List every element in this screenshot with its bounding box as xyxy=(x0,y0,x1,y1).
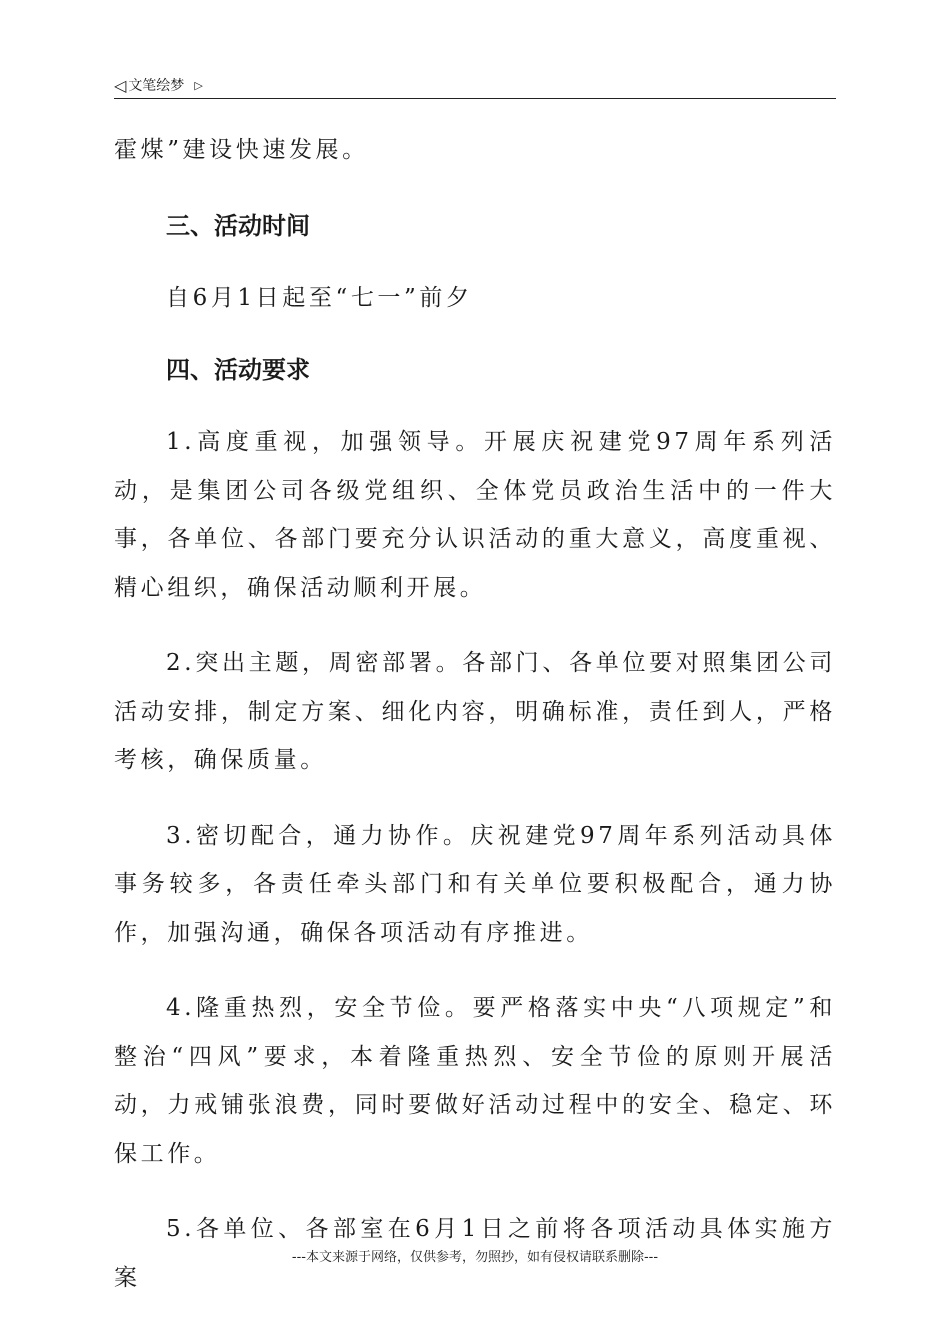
document-body xyxy=(114,126,836,1302)
triangle-right-icon: ▷ xyxy=(194,78,203,92)
page-header xyxy=(114,72,836,99)
requirement-item-1: 1.高度重视，加强领导。开展庆祝建党97周年系列活动，是集团公司各级党组织、全体党员政治生活中的一件大事，各单位、各部门要充分认识活动的重大意义，高度重视、精心组织，确保活动顺利开展。 xyxy=(114,429,836,601)
section-heading-activity-time: 三、活动时间 xyxy=(166,211,310,240)
paragraph-continuation: 霍煤”建设快速发展。 xyxy=(114,137,369,163)
requirement-item-4: 4.隆重热烈，安全节俭。要严格落实中央“八项规定”和整治“四风”要求，本着隆重热烈、安全节俭的原则开展活动，力戒铺张浪费，同时要做好活动过程中的安全、稳定、环保工作。 xyxy=(114,995,836,1167)
requirement-item-2: 2.突出主题，周密部署。各部门、各单位要对照集团公司活动安排，制定方案、细化内容，明确标准，责任到人，严格考核，确保质量。 xyxy=(114,650,836,773)
requirement-item-3: 3.密切配合，通力协作。庆祝建党97周年系列活动具体事务较多，各责任牵头部门和有关单位要积极配合，通力协作，加强沟通，确保各项活动有序推进。 xyxy=(114,822,836,946)
requirement-item-5: 5.各单位、各部室在6月1日之前将各项活动具体实施方案 xyxy=(114,1216,836,1291)
header-title: 文笔绘梦 xyxy=(128,78,185,94)
paragraph-activity-time: 自6月1日起至“七一”前夕 xyxy=(166,284,473,311)
footer-disclaimer: ---本文来源于网络，仅供参考，勿照抄，如有侵权请联系删除--- xyxy=(291,1250,659,1265)
section-heading-activity-requirements: 四、活动要求 xyxy=(166,356,310,384)
triangle-left-icon: ◁ xyxy=(114,75,127,95)
